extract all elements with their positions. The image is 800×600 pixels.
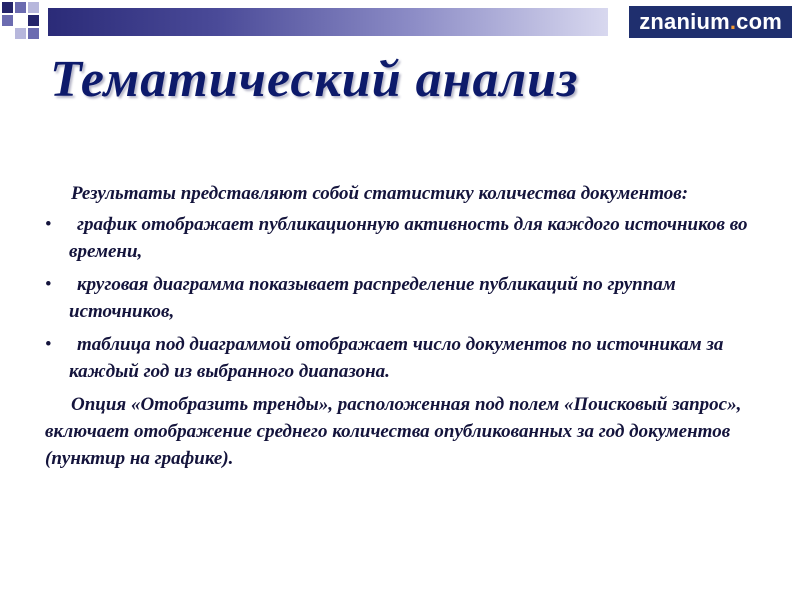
decor-square	[2, 15, 13, 26]
decor-square	[28, 2, 39, 13]
bullet-item	[45, 271, 750, 325]
bullet-list	[45, 211, 750, 385]
intro-paragraph: Результаты представляют собой статистику количества документов:	[71, 183, 689, 204]
bullet-item	[45, 211, 750, 265]
option-paragraph: Опция «Отобразить тренды», расположенная под полем «Поисковый запрос», включает отображение среднего количества опубликованных за год документов (пунктир на графике).	[45, 394, 742, 469]
slide-title: Тематический анализ	[50, 51, 579, 108]
slide-body	[45, 180, 750, 472]
bullet-text: таблица под диаграммой отображает число документов по источникам за каждый год из выбранного диапазона.	[69, 334, 724, 382]
logo-main-text: znanium	[639, 9, 730, 34]
decor-square	[15, 2, 26, 13]
bullet-icon: •	[45, 214, 52, 235]
decor-square	[28, 28, 39, 39]
decor-square	[2, 2, 13, 13]
bullet-item	[45, 331, 750, 385]
logo-tld-text: com	[736, 9, 782, 34]
header-band	[48, 8, 608, 36]
znanium-logo	[629, 6, 792, 38]
bullet-icon: •	[45, 274, 52, 295]
decor-square	[28, 15, 39, 26]
logo-dot: .	[729, 9, 737, 34]
bullet-text: график отображает публикационную активность для каждого источников во времени,	[69, 214, 748, 262]
bullet-text: круговая диаграмма показывает распределение публикаций по группам источников,	[69, 274, 676, 322]
decor-square	[15, 28, 26, 39]
bullet-icon: •	[45, 334, 52, 355]
